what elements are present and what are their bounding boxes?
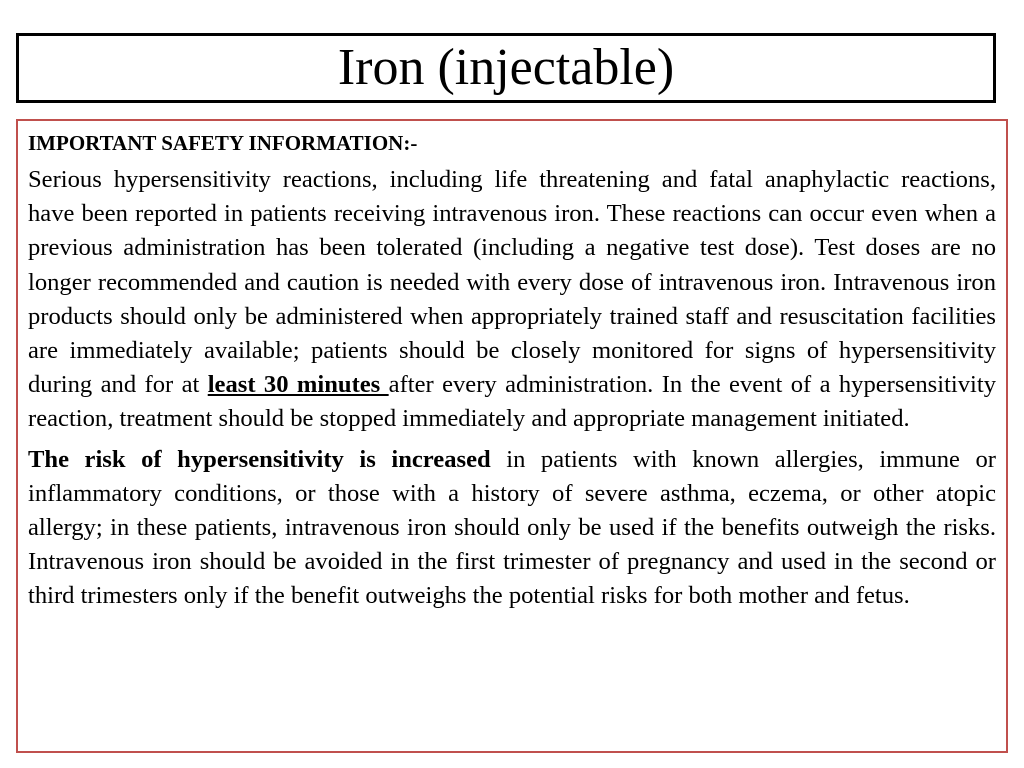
- slide-title: Iron (injectable): [337, 39, 675, 96]
- content-box: [16, 119, 1008, 753]
- para1-emphasis-30-minutes: least 30 minutes: [207, 371, 389, 399]
- para2-text: in patients with known allergies, immune or inflammatory conditions, or those with a history of severe asthma, eczema, or other atopic allergy; in these patients, intravenous iron should only be used if the benefits outweigh the risks. Intravenous iron should be avoided in the first trimester of pregnancy and used in the second or third trimesters only if the benefit outweighs the potential risks for both mother and fetus.: [28, 445, 996, 610]
- paragraph-risk-increased: [28, 443, 996, 614]
- para2-bold-lead: The risk of hypersensitivity is increased: [28, 445, 491, 473]
- paragraph-hypersensitivity-reactions: [28, 163, 996, 437]
- para1-text-before: Serious hypersensitivity reactions, including life threatening and fatal anaphylactic reactions, have been reported in patients receiving intravenous iron. These reactions can occur even when a previous administration has been tolerated (including a negative test dose). Test doses are no longer recommended and caution is needed with every dose of intravenous iron. Intravenous iron products should only be administered when appropriately trained staff and resuscitation facilities are immediately available; patients should be closely monitored for signs of hypersensitivity during and for at: [28, 166, 996, 399]
- para1-text-after: after every administration. In the event of a hypersensitivity reaction, treatment should be stopped immediately and appropriate management initiated.: [28, 371, 996, 433]
- safety-heading: IMPORTANT SAFETY INFORMATION:-: [28, 131, 418, 155]
- title-box: [16, 33, 996, 103]
